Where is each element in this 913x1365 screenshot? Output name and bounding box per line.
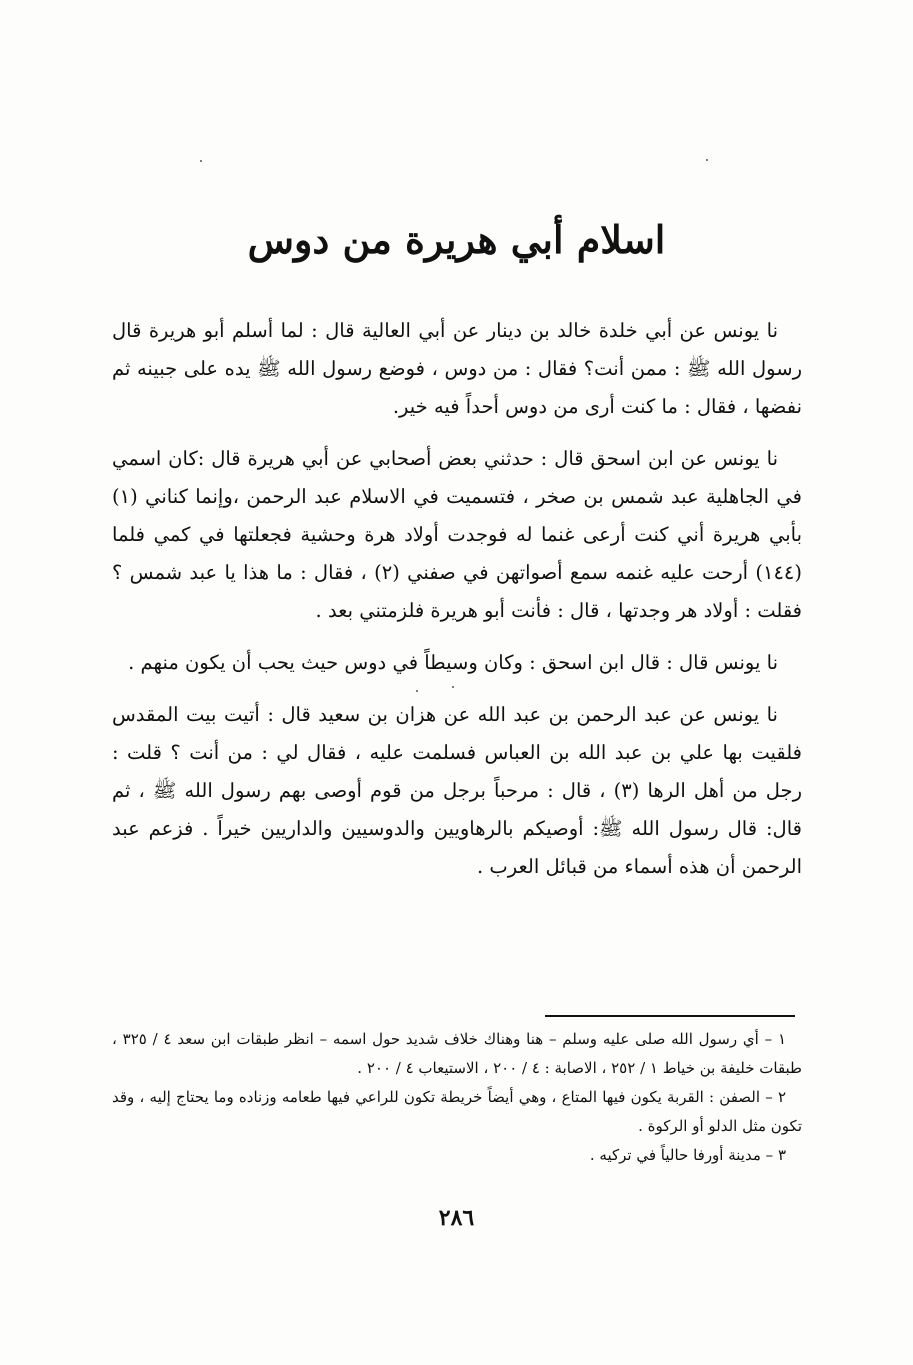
scan-speck [706, 159, 708, 161]
footnote-3: ٣ – مدينة أورفا حالياً في تركيه . [589, 1146, 786, 1164]
page-number: ٢٨٦ [438, 1205, 475, 1231]
chapter-title: اسلام أبي هريرة من دوس [247, 217, 666, 262]
scan-speck [452, 686, 454, 688]
scan-speck [200, 160, 202, 162]
footnote-1: ١ – أي رسول الله صلى عليه وسلم – هنا وهناك خلاف شديد حول اسمه – انظر طبقات ابن سعد ٤ / ٣٢٥ ، طبقات خليفة بن خياط ١ / ٢٥٢ ، الاصابة : ٤ / ٢٠٠ ، الاستيعاب ٤ / ٢٠٠ . [112, 1030, 802, 1077]
footnote-2: ٢ – الصفن : القربة يكون فيها المتاع ، وهي أيضاً خريطة تكون للراعي فيها طعامه وزناده وما يحتاج إليه ، وقد تكون مثل الدلو أو الركوة . [112, 1088, 802, 1135]
footnote-divider [545, 1015, 795, 1017]
main-text [112, 312, 802, 900]
paragraph-3: نا يونس قال : قال ابن اسحق : وكان وسيطاً في دوس حيث يحب أن يكون منهم . [128, 651, 778, 674]
scan-speck [416, 690, 418, 692]
footnotes [112, 1025, 802, 1170]
paragraph-4: نا يونس عن عبد الرحمن بن عبد الله عن هزان بن سعيد قال : أتيت بيت المقدس فلقيت بها علي بن عبد الله بن العباس فسلمت عليه ، فقال لي : من أنت ؟ قلت : رجل من أهل الرها (٣) ، قال : مرحباً برجل من قوم أوصى بهم رسول الله ﷺ ، ثم قال: قال رسول الله ﷺ: أوصيكم بالرهاويين والدوسيين والداريين خيراً . فزعم عبد الرحمن أن هذه أسماء من قبائل العرب . [112, 703, 802, 878]
paragraph-1: نا يونس عن أبي خلدة خالد بن دينار عن أبي العالية قال : لما أسلم أبو هريرة قال رسول الله ﷺ : ممن أنت؟ فقال : من دوس ، فوضع رسول الله ﷺ يده على جبينه ثم نفضها ، فقال : ما كنت أرى من دوس أحداً فيه خير. [112, 319, 802, 418]
paragraph-2: نا يونس عن ابن اسحق قال : حدثني بعض أصحابي عن أبي هريرة قال :كان اسمي في الجاهلية عبد شمس بن صخر ، فتسميت في الاسلام عبد الرحمن ،وإنما كناني (١) بأبي هريرة أني كنت أرعى غنما له فوجدت أولاد هرة وحشية فجعلتها في كمي فلما (١٤٤) أرحت عليه غنمه سمع أصواتهن في صفني (٢) ، فقال : ما هذا يا عبد شمس ؟ فقلت : أولاد هر وجدتها ، قال : فأنت أبو هريرة فلزمتني بعد . [112, 447, 802, 622]
